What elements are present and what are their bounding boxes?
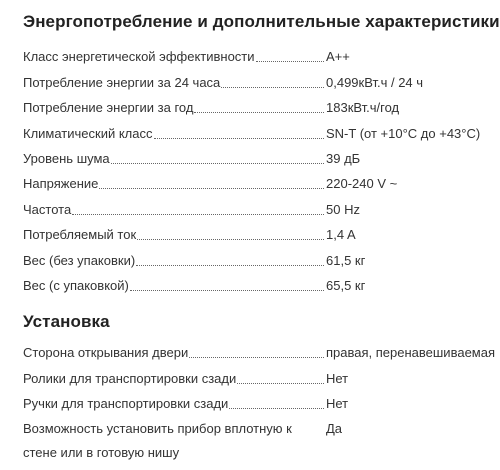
spec-label: Уровень шума — [23, 150, 110, 166]
leader-dots — [99, 188, 324, 189]
energy-spec-list — [23, 40, 493, 294]
spec-value: Нет — [326, 396, 349, 412]
spec-value: 61,5 кг — [326, 252, 366, 268]
spec-label: Частота — [23, 201, 72, 217]
leader-dots — [194, 112, 324, 113]
leader-dots — [229, 408, 324, 409]
spec-value: 1,4 A — [326, 227, 356, 243]
spec-row-current — [23, 218, 493, 243]
spec-value: 50 Hz — [326, 201, 360, 217]
leader-dots — [221, 87, 324, 88]
leader-dots — [154, 138, 325, 139]
spec-value: 220-240 V ~ — [326, 176, 398, 192]
leader-dots — [189, 357, 324, 358]
spec-row-energy-class — [23, 40, 493, 65]
spec-label: Потребление энергии за 24 часа — [23, 74, 221, 90]
spec-label: Ручки для транспортировки сзади — [23, 396, 229, 412]
leader-dots — [137, 239, 324, 240]
spec-label: Потребление энергии за год — [23, 100, 194, 116]
spec-row-noise — [23, 142, 493, 167]
leader-dots — [136, 265, 324, 266]
spec-label: Вес (без упаковки) — [23, 252, 136, 268]
installation-spec-list — [23, 336, 493, 465]
spec-label: Климатический класс — [23, 125, 153, 141]
spec-label: Потребляемый ток — [23, 227, 137, 243]
spec-row-door-side — [23, 336, 493, 361]
spec-row-handles — [23, 387, 493, 412]
spec-value: A++ — [326, 49, 350, 65]
spec-value: 0,499кВт.ч / 24 ч — [326, 74, 424, 90]
installation-section-title: Установка — [23, 311, 110, 331]
spec-row-voltage — [23, 167, 493, 192]
spec-row-weight-gross — [23, 269, 493, 294]
spec-value: 65,5 кг — [326, 277, 366, 293]
energy-section-title: Энергопотребление и дополнительные характеристики — [23, 12, 500, 31]
spec-row-weight-net — [23, 243, 493, 268]
spec-label: Напряжение — [23, 176, 99, 192]
spec-label: Ролики для транспортировки сзади — [23, 370, 237, 386]
spec-label: Вес (с упаковкой) — [23, 277, 129, 293]
spec-label: Класс энергетической эффективности — [23, 49, 255, 65]
spec-value: Нет — [326, 370, 349, 386]
spec-row-built-in — [23, 417, 493, 465]
spec-value: Да — [326, 421, 343, 437]
spec-value: SN-T (от +10°C до +43°C) — [326, 125, 481, 141]
spec-row-climate-class — [23, 116, 493, 141]
leader-dots — [72, 214, 324, 215]
spec-row-energy-year — [23, 91, 493, 116]
spec-value: 183кВт.ч/год — [326, 100, 400, 116]
spec-row-frequency — [23, 192, 493, 217]
leader-dots — [237, 383, 324, 384]
spec-label: Сторона открывания двери — [23, 345, 189, 361]
leader-dots — [111, 163, 324, 164]
spec-row-energy-24h — [23, 65, 493, 90]
spec-value: правая, перенавешиваемая — [326, 345, 495, 361]
spec-label: Возможность установить прибор вплотную к стене или в готовую нишу — [23, 421, 292, 461]
leader-dots — [256, 61, 324, 62]
spec-row-rollers — [23, 361, 493, 386]
spec-value: 39 дБ — [326, 150, 361, 166]
leader-dots — [130, 290, 324, 291]
